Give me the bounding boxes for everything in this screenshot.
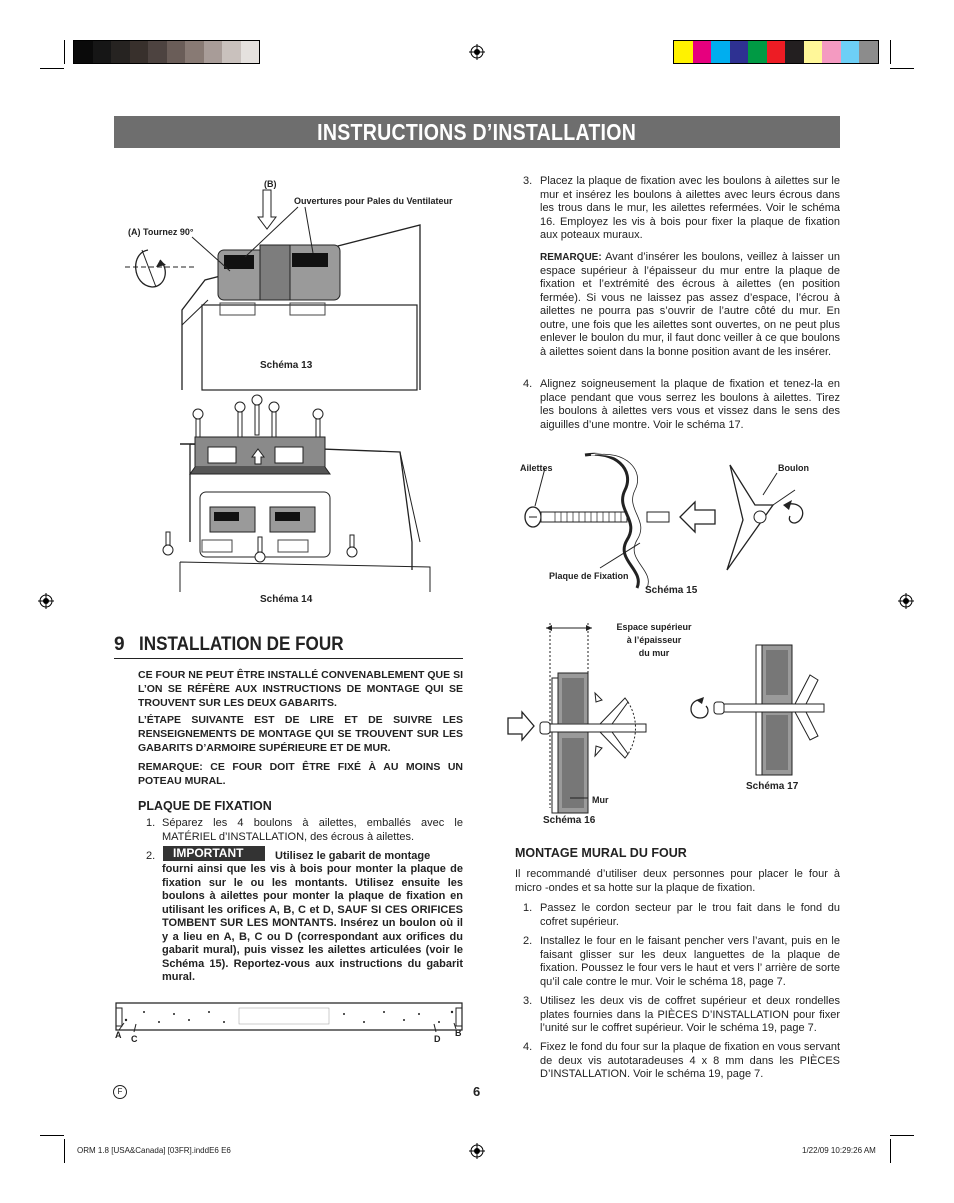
color-swatch [130, 41, 149, 63]
warning-paragraph-2: L’ÉTAPE SUIVANTE EST DE LIRE ET DE SUIVRE LES RENSEIGNEMENTS DE MONTAGE QUI SE TROUVENT SUR LES GABARITS D’ARMOIRE SUPÉRIEURE ET DE MUR. [138, 714, 463, 754]
figure-15-label-ailettes: Ailettes [520, 463, 553, 473]
color-swatch [167, 41, 186, 63]
plate-label-c: C [131, 1034, 138, 1044]
figure-15-caption: Schéma 15 [645, 585, 698, 596]
cmyk-color-bar [673, 40, 879, 64]
subheading-montage: MONTAGE MURAL DU FOUR [515, 846, 687, 860]
figure-16-label-espace-2: à l’épaisseur [626, 635, 682, 645]
color-swatch [674, 41, 693, 63]
step-4-text: Alignez soigneusement la plaque de fixation et tenez-la en place pendant que vous serrez les boulons à ailettes. Tirez les boulons à ailettes vers vous et vissez dans le sens des aiguilles d’une montre. Voir le schéma 17. [540, 378, 840, 431]
color-swatch [804, 41, 823, 63]
crop-mark [890, 1135, 914, 1136]
crop-mark [64, 40, 65, 64]
color-swatch [93, 41, 112, 63]
remarque-text: Avant d’insérer les boulons, veillez à laisser un espace supérieur à l’épaisseur du mur entre la plaque de fixation et l’extrémité des écrous à ailettes (en position fermée). Si vous ne laissez pas assez d’espace, l’écrou à ailettes ne pourra pas s’ouvrir de l’autre côté du mur. En outre, une fois que les ailettes sont ouvertes, on ne peut plus enlever le boulon du mur, il faut donc veiller à ce que boulons à ailettes soient dans la bonne position avant de les insérer. [540, 251, 840, 358]
figure-13-drawing [120, 175, 470, 390]
page-title: INSTRUCTIONS D’INSTALLATION [317, 119, 637, 145]
step-2-number: 2. [146, 850, 156, 862]
figure-13-label-b: (B) [264, 179, 277, 189]
color-swatch [111, 41, 130, 63]
step-4-number: 4. [523, 378, 533, 390]
warning-paragraph-3: REMARQUE: CE FOUR DOIT ÊTRE FIXÉ À AU MOINS UN POTEAU MURAL. [138, 761, 463, 787]
page-number: 6 [473, 1084, 481, 1099]
color-swatch [148, 41, 167, 63]
crop-mark [890, 68, 914, 69]
montage-step-3-number: 3. [523, 995, 533, 1007]
gray-color-bar [73, 40, 260, 64]
plate-label-b: B [455, 1028, 462, 1038]
montage-step-1-number: 1. [523, 902, 533, 914]
figure-14-drawing [150, 392, 470, 592]
section-number: 9 [114, 634, 125, 655]
step-3-text: Placez la plaque de fixation avec les boulons à ailettes sur le mur et insérez les boulons à ailettes avec leurs écrous dans les trous dans le mur, les ailettes refermées. Voir le schéma 16. Employez les vis à bois pour fixer la plaque de fixation aux poteaux muraux. [540, 175, 840, 241]
figure-16-label-espace-1: Espace supérieur [616, 622, 692, 632]
step-2-text: fourni ainsi que les vis à bois pour monter la plaque de fixation sur le ou les montants. Utilisez ensuite les boulons à ailettes pour monter la plaque de fixation en utilisant les orifices A, B, C et D, SAUF SI CES ORIFICES TOMBENT SUR LES MONTANTS. Insérez un boulon où il y a lieu en A, B, C ou D (correspondant aux orifices du gabarit mural), puis vissez les ailettes articulées (voir le Schéma 15). Reportez-vous aux instructions du gabarit mural. [162, 863, 463, 983]
page-title-bar [114, 116, 840, 148]
crop-mark [40, 1135, 64, 1136]
color-swatch [767, 41, 786, 63]
warning-paragraph-1: CE FOUR NE PEUT ÊTRE INSTALLÉ CONVENABLEMENT QUE SI L’ON SE RÉFÈRE AUX INSTRUCTIONS DE MONTAGE QUI SE TROUVENT SUR LES DEUX GABARITS. [138, 669, 463, 709]
figure-13-label-rotate: (A) Tournez 90° [128, 227, 194, 237]
figure-16-label-espace-3: du mur [638, 648, 670, 658]
crop-mark [890, 40, 891, 64]
color-swatch [185, 41, 204, 63]
plate-label-d: D [434, 1034, 441, 1044]
montage-step-3-text: Utilisez les deux vis de coffret supérieur et deux rondelles plates fournies dans la PIÈCES D’INSTALLATION pour fixer l’unité sur le coffret supérieur. Voir le schéma 19, page 7. [540, 995, 840, 1034]
step-1-text: Séparez les 4 boulons à ailettes, emballés avec le MATÉRIEL d’INSTALLATION, des écrous à ailettes. [162, 817, 463, 843]
color-swatch [859, 41, 879, 63]
montage-step-1-text: Passez le cordon secteur par le trou fait dans le fond du cofret supérieur. [540, 902, 840, 928]
color-swatch [222, 41, 241, 63]
registration-mark-icon [38, 593, 54, 609]
color-swatch [841, 41, 860, 63]
montage-step-2-text: Installez le four en le faisant pencher vers l’avant, puis en le faisant glisser sur les deux languettes de la plaque de fixation. Poussez le four vers le haut et vers l’ arrière de sorte qu’il cale contre le mur. Voir le schéma 18, page 7. [540, 935, 840, 988]
figure-17-caption: Schéma 17 [746, 781, 799, 792]
language-badge: F [113, 1085, 127, 1099]
color-swatch [785, 41, 804, 63]
montage-step-2-number: 2. [523, 935, 533, 947]
color-swatch [711, 41, 730, 63]
color-swatch [748, 41, 767, 63]
section-heading: INSTALLATION DE FOUR [139, 634, 344, 655]
step-1-number: 1. [146, 817, 156, 829]
important-badge: IMPORTANT [163, 846, 265, 861]
figure-15-label-boulon: Boulon [778, 463, 809, 473]
color-swatch [74, 41, 93, 63]
section-rule [114, 658, 463, 659]
figure-13-label-openings: Ouvertures pour Pales du Ventilateur [294, 196, 453, 206]
montage-step-4-text: Fixez le fond du four sur la plaque de fixation en vous servant de deux vis autotaradeuses 4 x 8 mm dans les PIÈCES D’INSTALLATION. Voir le schéma 19, page 7. [540, 1041, 840, 1080]
crop-mark [890, 1139, 891, 1163]
footer-date: 1/22/09 10:29:26 AM [802, 1146, 876, 1155]
figure-17-drawing [680, 640, 850, 780]
figure-16-caption: Schéma 16 [543, 815, 596, 826]
subheading-plaque: PLAQUE DE FIXATION [138, 799, 272, 813]
remarque-paragraph [540, 251, 840, 359]
montage-intro: Il recommandé d’utiliser deux personnes pour placer le four à micro -ondes et sa hotte sur la plaque de fixation. [515, 868, 840, 894]
mounting-plate-drawing [114, 998, 464, 1043]
figure-15-label-plaque: Plaque de Fixation [549, 571, 629, 581]
figure-14-caption: Schéma 14 [260, 594, 313, 605]
registration-mark-icon [469, 44, 485, 60]
footer-filename: ORM 1.8 [USA&Canada] [03FR].inddE6 E6 [77, 1146, 231, 1155]
remarque-label: REMARQUE: [540, 252, 602, 263]
crop-mark [64, 1139, 65, 1163]
registration-mark-icon [469, 1143, 485, 1159]
crop-mark [40, 68, 64, 69]
color-swatch [241, 41, 261, 63]
color-swatch [822, 41, 841, 63]
plate-label-a: A [115, 1030, 122, 1040]
step-2-lead: Utilisez le gabarit de montage [275, 850, 431, 862]
color-swatch [693, 41, 712, 63]
step-3-number: 3. [523, 175, 533, 187]
montage-step-4-number: 4. [523, 1041, 533, 1053]
figure-16-label-mur: Mur [592, 795, 609, 805]
color-swatch [730, 41, 749, 63]
registration-mark-icon [898, 593, 914, 609]
figure-13-caption: Schéma 13 [260, 360, 313, 371]
color-swatch [204, 41, 223, 63]
